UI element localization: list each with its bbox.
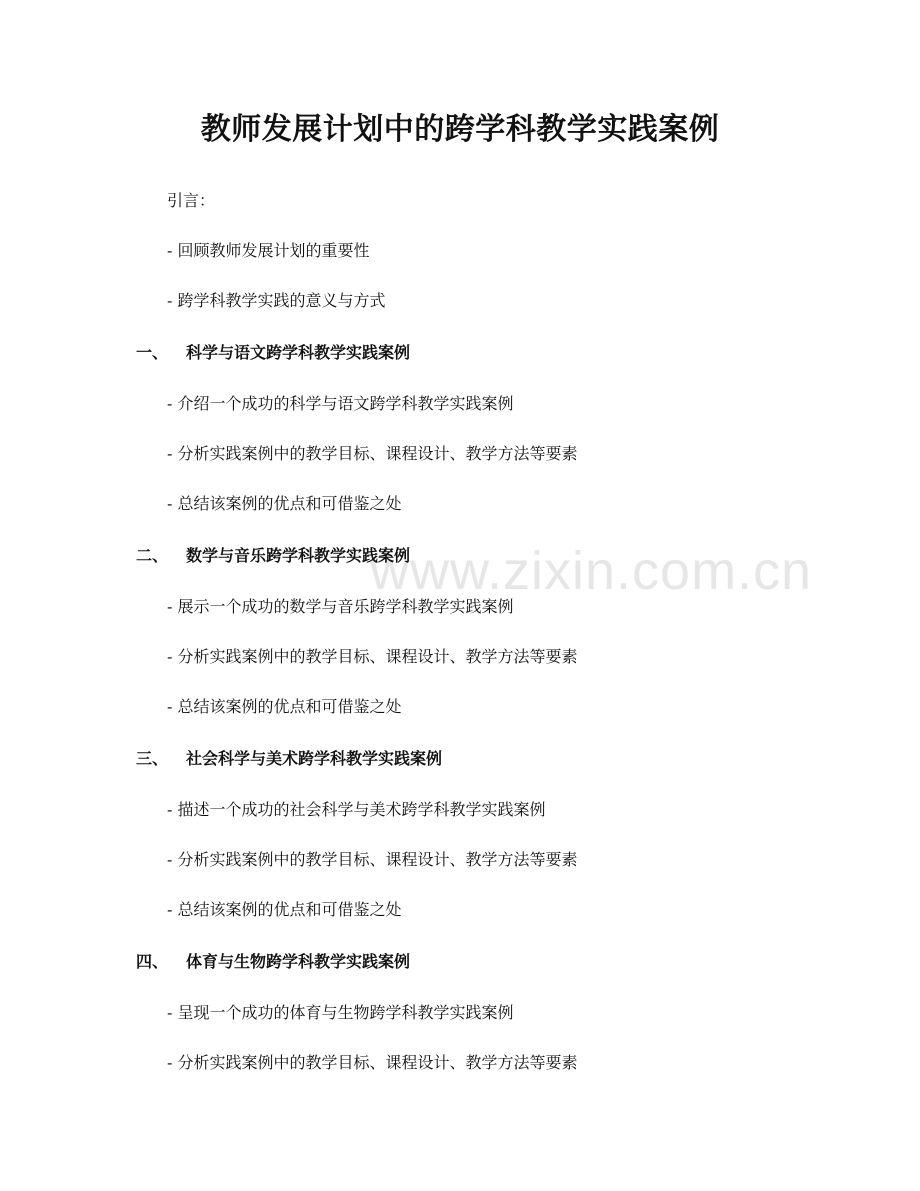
document-title: 教师发展计划中的跨学科教学实践案例 <box>200 112 720 147</box>
list-item: - 分析实践案例中的教学目标、课程设计、教学方法等要素 <box>167 1053 578 1072</box>
list-item: - 介绍一个成功的科学与语文跨学科教学实践案例 <box>167 394 514 413</box>
list-item: - 描述一个成功的社会科学与美术跨学科教学实践案例 <box>167 800 546 819</box>
watermark: www.zixin.com.cn <box>370 541 813 601</box>
list-item: - 分析实践案例中的教学目标、课程设计、教学方法等要素 <box>167 647 578 666</box>
list-item: - 分析实践案例中的教学目标、课程设计、教学方法等要素 <box>167 850 578 869</box>
section-heading-text: 数学与音乐跨学科教学实践案例 <box>186 546 411 565</box>
intro-item: - 回顾教师发展计划的重要性 <box>167 241 370 260</box>
intro-item: - 跨学科教学实践的意义与方式 <box>167 291 386 310</box>
section-number: 一、 <box>136 343 169 362</box>
section-heading <box>136 342 410 364</box>
list-item: - 展示一个成功的数学与音乐跨学科教学实践案例 <box>167 597 514 616</box>
section-heading <box>136 748 442 770</box>
section-heading-text: 科学与语文跨学科教学实践案例 <box>186 343 411 362</box>
section-heading-text: 体育与生物跨学科教学实践案例 <box>186 952 411 971</box>
section-heading <box>136 545 410 567</box>
list-item: - 总结该案例的优点和可借鉴之处 <box>167 494 402 513</box>
section-heading <box>136 951 410 973</box>
list-item: - 总结该案例的优点和可借鉴之处 <box>167 900 402 919</box>
list-item: - 呈现一个成功的体育与生物跨学科教学实践案例 <box>167 1003 514 1022</box>
section-number: 三、 <box>136 749 169 768</box>
list-item: - 分析实践案例中的教学目标、课程设计、教学方法等要素 <box>167 444 578 463</box>
intro-label: 引言： <box>167 191 216 210</box>
section-number: 二、 <box>136 546 169 565</box>
section-number: 四、 <box>136 952 169 971</box>
section-heading-text: 社会科学与美术跨学科教学实践案例 <box>186 749 443 768</box>
list-item: - 总结该案例的优点和可借鉴之处 <box>167 697 402 716</box>
